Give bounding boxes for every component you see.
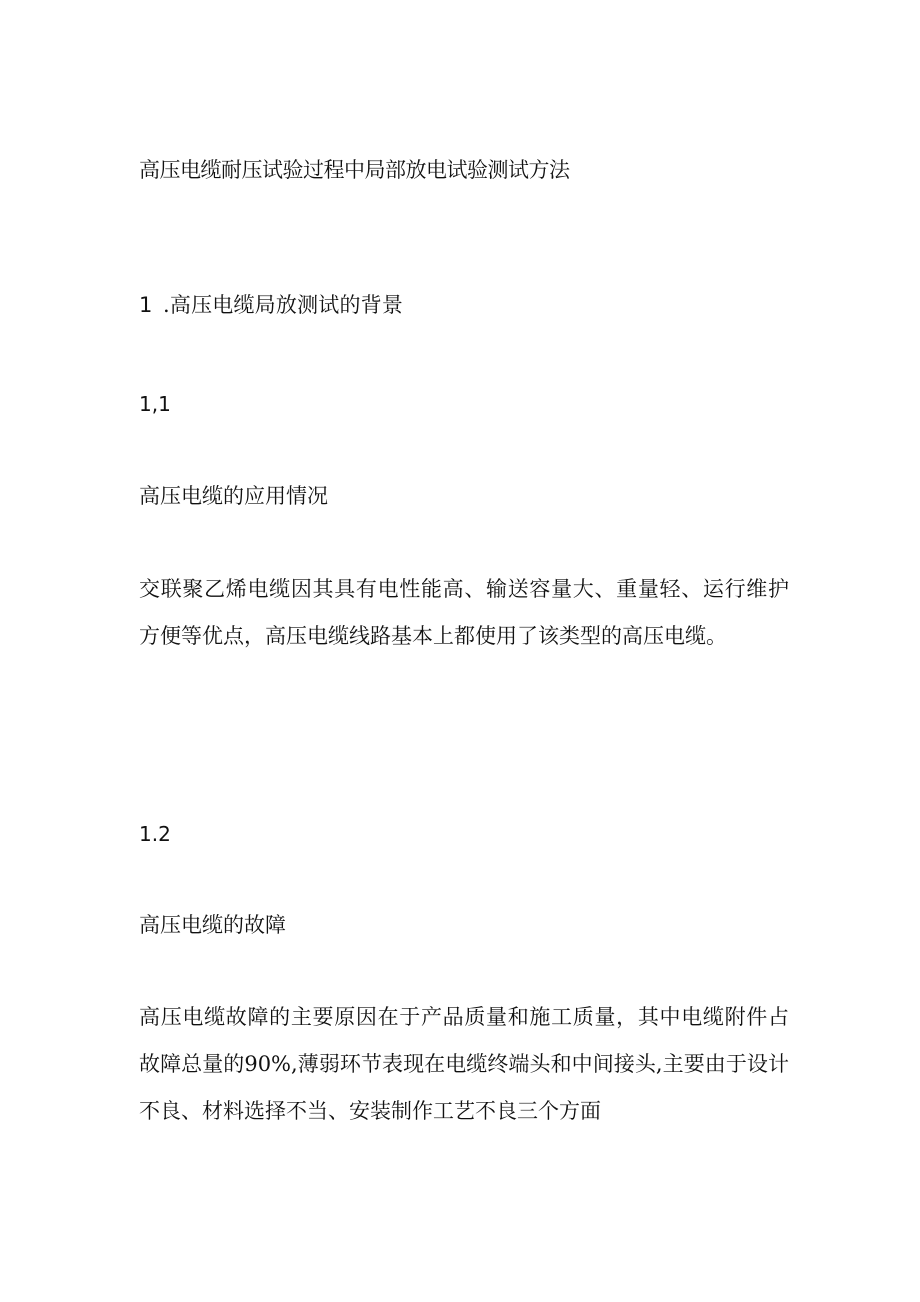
section-1-number: 1 [139, 293, 153, 317]
section-1-2-heading: 高压电缆的故障 [139, 913, 286, 937]
section-1-heading [139, 289, 403, 319]
section-1-1-paragraph: 交联聚乙烯电缆因其具有电性能高、输送容量大、重量轻、运行维护方便等优点，高压电缆线路基本上都使用了该类型的高压电缆。 [139, 577, 789, 648]
section-1-title: .高压电缆局放测试的背景 [163, 293, 404, 317]
section-1-1-number: 1,1 [139, 392, 171, 416]
section-1-2-number: 1.2 [139, 822, 171, 846]
section-1-2-paragraph: 高压电缆故障的主要原因在于产品质量和施工质量，其中电缆附件占故障总量的90%,薄弱环节表现在电缆终端头和中间接头,主要由于设计不良、材料选择不当、安装制作工艺不良三个方面 [139, 1005, 789, 1123]
section-1-1-heading: 高压电缆的应用情况 [139, 484, 328, 508]
document-title: 高压电缆耐压试验过程中局部放电试验测试方法 [139, 158, 570, 182]
